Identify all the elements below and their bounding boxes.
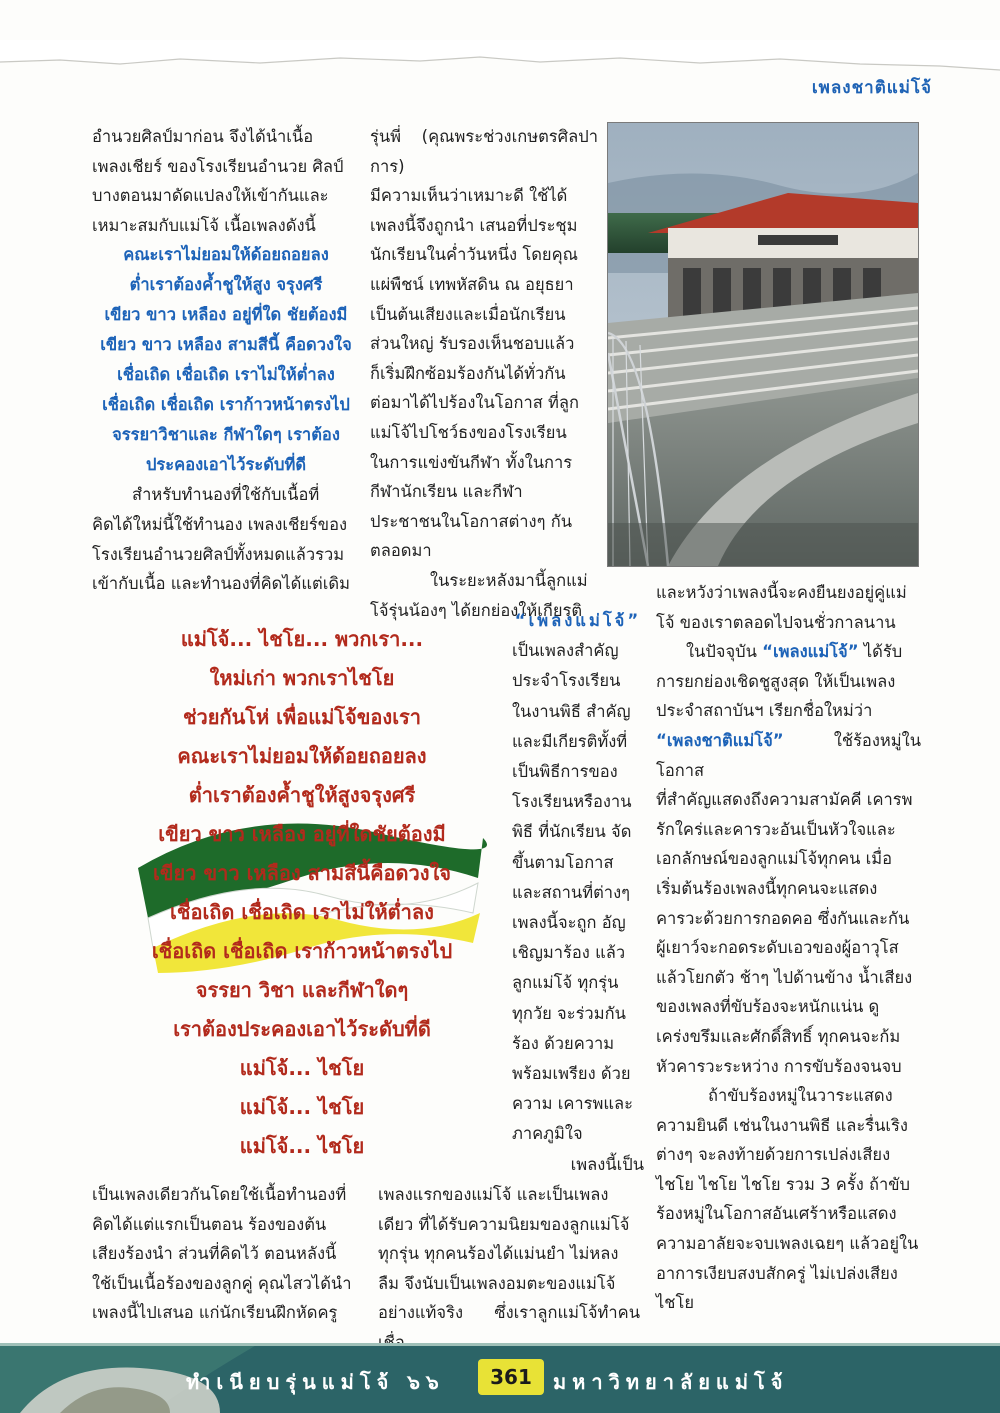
lyric-line: ประคองเอาไว้ระดับที่ดี — [145, 455, 307, 475]
lyric-line: จรรยาวิชาและ กีฬาใดๆ เราต้อง — [112, 425, 340, 445]
body-line: ความอาลัยจะจบเพลงเฉยๆ แล้วอยู่ใน — [656, 1234, 919, 1254]
running-title: เพลงชาติแม่โจ้ — [811, 78, 932, 98]
body-line: นักเรียนในค่ำวันหนึ่ง โดยคุณ — [370, 245, 578, 265]
body-line: โจ้รุ่นน้องๆ ได้ยกย่องให้เกียรติ — [370, 600, 583, 620]
body-line: ที่สำคัญแสดงถึงความสามัคคี เคารพ — [656, 790, 913, 810]
body-line: ผู้เยาว์จะกอดระดับเอวของผู้อาวุโส — [656, 938, 899, 958]
body-line: ไชโย — [656, 1293, 695, 1313]
body-line: เป็นต้นเสียงและเมื่อนักเรียน — [370, 304, 566, 324]
song-title-highlight: “เพลงแม่โจ้” — [514, 611, 642, 630]
body-line: เดียว ที่ได้รับความนิยมของลูกแม่โจ้ — [378, 1214, 630, 1234]
body-line: และสถานที่ต่างๆ — [512, 882, 630, 902]
song-lyric-line: ช่วยกันโห่ เพื่อแม่โจ้ของเรา — [182, 705, 422, 729]
column-2 — [370, 122, 598, 625]
body-line: ส่วนใหญ่ รับรองเห็นชอบแล้ว — [370, 334, 575, 354]
intro-line: เพลงเชียร์ ของโรงเรียนอำนวย ศิลป์ — [92, 156, 344, 176]
body-line: ในการแข่งขันกีฬา ทั้งในการ — [370, 452, 573, 472]
bottom-middle-column — [378, 1180, 640, 1358]
body-line: เป็นเพลงเดียวกันโดยใช้เนื้อทำนองที่ — [92, 1185, 347, 1204]
body-line: อาการเงียบสงบสักครู่ ไม่เปล่งเสียง — [656, 1263, 898, 1283]
body-line: ก็เริ่มฝึกซ้อมร้องกันได้ทั่วกัน — [370, 363, 566, 383]
body-line: โจ้ ของเราตลอดไปจนชั่วกาลนาน — [656, 612, 896, 632]
body-line: ภาคภูมิใจ — [512, 1124, 583, 1144]
body-line: ร้องหมู่ในโอกาสอันเศร้าหรือแสดง — [656, 1204, 897, 1224]
body-line: ลืม จึงนับเป็นเพลงอมตะของแม่โจ้ — [378, 1273, 616, 1293]
body-line: สำหรับทำนองที่ใช้กับเนื้อที่ — [132, 485, 320, 505]
body-line: ลูกแม่โจ้ ทุกรุ่น — [512, 973, 619, 993]
body-line: เป็นพิธีการของ — [512, 762, 618, 782]
song-lyric-line: แม่โจ้... ไชโย — [239, 1056, 365, 1080]
body-line: ความ เคารพและ — [512, 1094, 633, 1114]
body-line: ในระยะหลังมานี้ลูกแม่ — [430, 570, 588, 590]
song-lyric-line: ต่ำเราต้องค้ำชูให้สูงจรุงศรี — [188, 783, 416, 807]
body-line: ความยินดี เช่นในงานพิธี และรื่นเริง — [656, 1115, 908, 1135]
body-line: เพลงแรกของแม่โจ้ และเป็นเพลง — [378, 1185, 609, 1204]
body-line: เริ่มต้นร้องเพลงนี้ทุกคนจะแสดง — [656, 878, 878, 898]
body-line: แผ่พืชน์ เทพหัสดิน ณ อยุธยา — [370, 274, 574, 294]
body-line: พิธี ที่นักเรียน จัด — [512, 822, 632, 842]
lyric-line: เขียว ขาว เหลือง อยู่ที่ใด ชัยต้องมี — [104, 305, 348, 325]
body-line: ต่อมาได้ไปร้องในโอกาส ที่ลูก — [370, 393, 580, 413]
body-line: โรงเรียนหรืองาน — [512, 792, 632, 812]
body-line — [656, 637, 921, 667]
body-line: ร้อง ด้วยความ — [512, 1033, 615, 1053]
body-line: ของเพลงที่ขับร้องจะหนักแน่น ดู — [656, 997, 880, 1017]
lyric-line: เชื่อเถิด เชื่อเถิด เราก้าวหน้าตรงไป — [102, 395, 350, 415]
body-line: ประจำโรงเรียน — [512, 671, 621, 691]
intro-line: บางตอนมาดัดแปลงให้เข้ากันและ — [92, 186, 329, 206]
body-line — [656, 726, 921, 785]
body-line: อย่างแท้จริง ซึ่งเราลูกแม่โจ้ทำคน — [378, 1303, 640, 1323]
song-lyrics-block — [112, 620, 492, 1166]
body-line: ต่างๆ จะลงท้ายด้วยการเปล่งเสียง — [656, 1145, 891, 1165]
body-line: แล้วโยกตัว ช้าๆ ไปด้านข้าง น้ำเสียง — [656, 967, 913, 987]
body-line: ตลอดมา — [370, 541, 432, 561]
song-lyric-line: แม่โจ้... ไชโย... พวกเรา... — [180, 627, 424, 651]
song-title-highlight: “เพลงแม่โจ้” — [762, 642, 859, 662]
song-lyric-line: เชื่อเถิด เชื่อเถิด เราก้าวหน้าตรงไป — [151, 939, 453, 963]
intro-line: อำนวยศิลป์มาก่อน จึงได้นำเนื้อ — [92, 127, 314, 146]
intro-line: เหมาะสมกับแม่โจ้ เนื้อเพลงดังนี้ — [92, 215, 316, 235]
song-lyric-line: แม่โจ้... ไชโย — [239, 1095, 365, 1119]
new-song-title-highlight: “เพลงชาติแม่โจ้” — [656, 730, 784, 750]
body-line: ไชโย ไชโย ไชโย รวม 3 ครั้ง ถ้าขับ — [656, 1174, 911, 1194]
bottom-left-column — [92, 1180, 360, 1328]
column-3 — [656, 578, 921, 1318]
song-lyric-line: แม่โจ้... ไชโย — [239, 1134, 365, 1158]
footer-title-left: ทำเนียบรุ่นแม่โจ้ ๖๖ — [186, 1370, 445, 1394]
song-lyric-line: เชื่อเถิด เชื่อเถิด เราไม่ให้ต่ำลง — [170, 900, 434, 924]
stadium-photo — [607, 122, 919, 567]
lyric-line: เขียว ขาว เหลือง สามสีนี้ คือดวงใจ — [100, 335, 352, 355]
body-line: และหวังว่าเพลงนี้จะคงยืนยงอยู่คู่แม่ — [656, 583, 907, 602]
body-line: เพลงนี้จะถูก อัญ — [512, 913, 626, 933]
song-lyric-line: เขียว ขาว เหลือง สามสีนี้คือดวงใจ — [153, 861, 451, 885]
lyric-line: คณะเราไม่ยอมให้ด้อยถอยลง — [123, 245, 329, 265]
body-line: คิดได้ใหม่นี้ใช้ทำนอง เพลงเชียร์ของ — [92, 514, 348, 534]
body-line: รักใคร่และคารวะอันเป็นหัวใจและ — [656, 819, 896, 839]
body-line: เพลงนี้ไปเสนอ แก่นักเรียนฝึกหัดครู — [92, 1303, 338, 1323]
lyric-line: ต่ำเราต้องค้ำชูให้สูง จรุงศรี — [129, 275, 323, 295]
body-line: เคร่งขรึมและศักดิ์สิทธิ์ ทุกคนจะก้ม — [656, 1026, 901, 1046]
body-line: เสียงร้องนำ ส่วนที่คิดไว้ ตอนหลังนี้ — [92, 1244, 337, 1264]
body-line: ขึ้นตามโอกาส — [512, 852, 614, 872]
song-lyric-line: จรรยา วิชา และกีฬาใดๆ — [195, 978, 409, 1002]
body-line: ถ้าขับร้องหมู่ในวาระแสดง — [708, 1086, 893, 1106]
song-lyric-line: เราต้องประคองเอาไว้ระดับที่ดี — [173, 1017, 431, 1041]
lyric-line: เชื่อเถิด เชื่อเถิด เราไม่ให้ต่ำลง — [117, 365, 335, 385]
body-line: พร้อมเพรียง ด้วย — [512, 1064, 631, 1084]
body-line: เป็นเพลงสำคัญ — [512, 641, 619, 661]
body-line: ประจำสถาบันฯ เรียกชื่อใหม่ว่า — [656, 701, 873, 721]
text-run: ใช้ร้องหมู่ในโอกาส — [656, 730, 921, 780]
narrow-column — [512, 611, 644, 1180]
body-line: มีความเห็นว่าเหมาะดี ใช้ได้ — [370, 186, 568, 206]
body-line: เชิญมาร้อง แล้ว — [512, 943, 626, 963]
body-line: ใช้เป็นเนื้อร้องของลูกคู่ คุณไสวได้นำ — [92, 1273, 352, 1293]
body-line: เพลงนี้เป็น — [570, 1154, 644, 1174]
column-1 — [92, 122, 360, 599]
song-lyric-line: เขียว ขาว เหลือง อยู่ที่ใดชัยต้องมี — [158, 822, 446, 846]
footer-title-right: มหาวิทยาลัยแม่โจ้ — [553, 1370, 789, 1394]
body-line: รุ่นพี่ (คุณพระช่วงเกษตรศิลปาการ) — [370, 127, 598, 176]
body-line: ทุกรุ่น ทุกคนร้องได้แม่นยำ ไม่หลง — [378, 1244, 619, 1264]
body-line: ทุกวัย จะร่วมกัน — [512, 1003, 626, 1023]
song-lyric-line: คณะเราไม่ยอมให้ด้อยถอยลง — [177, 744, 427, 768]
body-line: กีฬานักเรียน และกีฬา — [370, 482, 523, 502]
text-run: ได้รับ — [863, 642, 903, 662]
body-line: แม่โจ้ไปโชว์ธงของโรงเรียน — [370, 422, 567, 442]
body-line: ในงานพิธี สำคัญ — [512, 701, 631, 721]
body-line: เพลงนี้จึงถูกนำ เสนอที่ประชุม — [370, 215, 578, 235]
body-line: โรงเรียนอำนวยศิลป์ทั้งหมดแล้วรวม — [92, 544, 345, 564]
body-line: คารวะด้วยการกอดคอ ซึ่งกันและกัน — [656, 908, 910, 928]
text-run: ในปัจจุบัน — [686, 642, 757, 662]
body-line: การยกย่องเชิดชูสูงสุด ให้เป็นเพลง — [656, 671, 896, 691]
body-line: เข้ากับเนื้อ และทำนองที่คิดได้แต่เดิม — [92, 574, 350, 594]
body-line: และมีเกียรติทั้งที่ — [512, 731, 628, 751]
body-line: คิดได้แต่แรกเป็นตอน ร้องของต้น — [92, 1214, 327, 1234]
body-line: เอกลักษณ์ของลูกแม่โจ้ทุกคน เมื่อ — [656, 849, 893, 869]
song-lyric-line: ใหม่เก่า พวกเราไชโย — [209, 666, 395, 690]
page-number: 361 — [478, 1359, 544, 1395]
body-line: ประชาชนในโอกาสต่างๆ กัน — [370, 511, 572, 531]
body-line: หัวคารวะระหว่าง การขับร้องจนจบ — [656, 1056, 902, 1076]
